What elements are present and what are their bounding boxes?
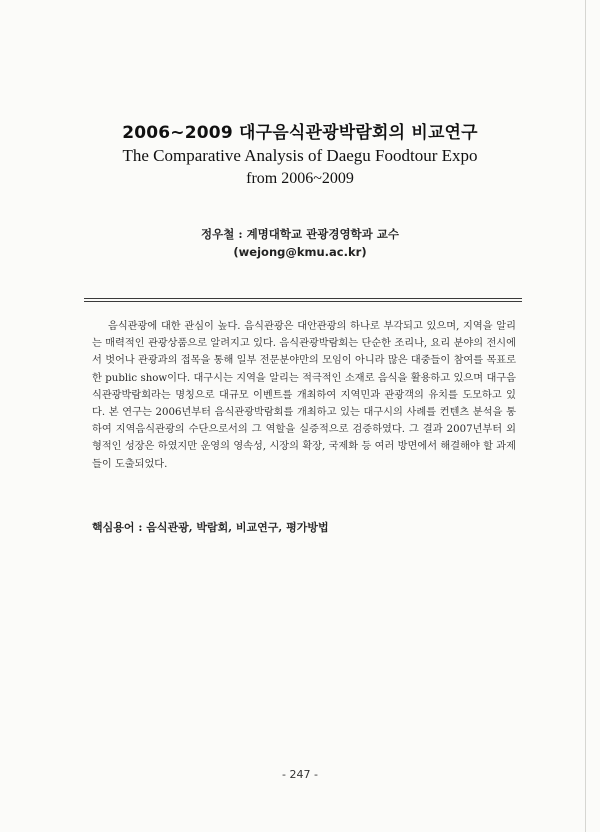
abstract-text: 음식관광에 대한 관심이 높다. 음식관광은 대안관광의 하나로 부각되고 있으며, 지역을 알리는 매력적인 관광상품으로 알려지고 있다. 음식관광박람회는 단순한 조리나, 요리 분야의 전시에서 벗어나 관광과의 접목을 통해 일부 전문분야만의 모임이 아니라 많은 대중들이 참여를 목표로 한 public show이다. 대구시는 지역을 알리는 적극적인 소재로 음식을 활용하고 있으며 대구음식관광박람회라는 명칭으로 대규모 이벤트를 개최하여 지역민과 관광객의 유치를 도모하고 있다. 본 연구는 2006년부터 음식관광박람회를 개최하고 있는 대구시의 사례를 컨텐츠 분석을 통하여 지역음식관광의 수단으로서의 그 역할을 실증적으로 검증하였다. 그 결과 2007년부터 외형적인 성장은 하였지만 운영의 영속성, 시장의 확장, 국제화 등 여러 방면에서 해결해야 할 과제들이 도출되었다. — [92, 321, 516, 470]
author-email: (wejong@kmu.ac.kr) — [233, 245, 367, 259]
abstract-top-rule-double — [84, 301, 522, 302]
title-english-line-1: The Comparative Analysis of Daegu Foodtour Expo — [122, 146, 478, 165]
page-number: - 247 - — [282, 768, 318, 781]
keywords: 핵심용어 : 음식관광, 박람회, 비교연구, 평가방법 — [92, 521, 329, 534]
title-english-line-2: from 2006~2009 — [246, 170, 354, 187]
abstract-top-rule — [84, 298, 522, 299]
author-affiliation: 정우철 : 계명대학교 관광경영학과 교수 — [200, 227, 399, 241]
title-korean: 2006~2009 대구음식관광박람회의 비교연구 — [122, 123, 478, 143]
